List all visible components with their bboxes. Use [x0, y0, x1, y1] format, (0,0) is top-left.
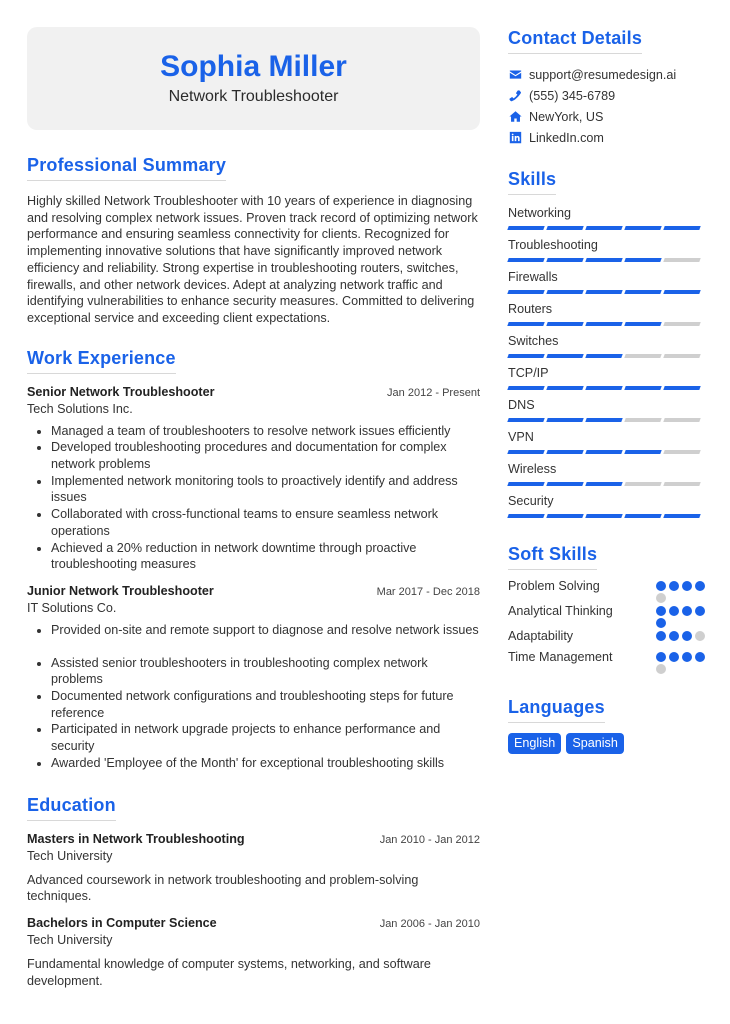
skill-level-segment [507, 450, 544, 454]
soft-skills-heading: Soft Skills [508, 543, 597, 570]
soft-skills-list [508, 578, 708, 674]
skill-level-segment [585, 482, 622, 486]
skill-level-segment [585, 354, 622, 358]
soft-skill-item [508, 603, 708, 628]
skill-level-segment [546, 450, 583, 454]
skill-level-segment [585, 386, 622, 390]
skill-name: Troubleshooting [508, 238, 598, 252]
skill-level-segment [624, 258, 661, 262]
soft-skill-name: Time Management [508, 650, 613, 664]
job-bullet: • Documented network configurations and troubleshooting steps for future reference [51, 688, 480, 721]
skill-level-segment [663, 258, 700, 262]
skill-level-segment [546, 386, 583, 390]
skill-item [508, 333, 708, 359]
rating-dot [695, 581, 705, 591]
candidate-title: Network Troubleshooter [168, 88, 339, 105]
skill-level-segment [507, 290, 544, 294]
contact-email-text: support@resumedesign.ai [529, 67, 677, 82]
candidate-name: Sophia Miller [160, 50, 347, 83]
language-chip: Spanish [566, 733, 624, 754]
rating-dot [695, 652, 705, 662]
rating-dot [682, 581, 692, 591]
contact-heading: Contact Details [508, 27, 642, 54]
skill-level-bar [508, 514, 708, 519]
rating-dot [656, 606, 666, 616]
job-bullet: • Collaborated with cross-functional teams to ensure seamless network operations [51, 506, 480, 539]
skill-item [508, 365, 708, 391]
contact-email[interactable] [508, 64, 708, 85]
degree-title: Bachelors in Computer Science [27, 915, 217, 930]
job-bullet: • Awarded 'Employee of the Month' for exceptional troubleshooting skills [51, 755, 480, 772]
skill-level-segment [585, 514, 622, 518]
skill-level-bar [508, 354, 708, 359]
skill-item [508, 301, 708, 327]
skill-level-segment [546, 418, 583, 422]
skill-level-segment [663, 226, 700, 230]
education-section [27, 794, 480, 990]
contact-linkedin-text: LinkedIn.com [529, 130, 604, 145]
skill-level-segment [624, 482, 661, 486]
summary-section [27, 154, 480, 327]
skill-level-segment [546, 290, 583, 294]
soft-skill-name: Adaptability [508, 629, 574, 643]
language-chip: English [508, 733, 561, 754]
skill-name: Wireless [508, 462, 557, 476]
school-name: Tech University [27, 932, 113, 947]
skill-level-segment [663, 514, 700, 518]
skill-level-segment [546, 322, 583, 326]
skill-item [508, 205, 708, 231]
soft-skill-rating [656, 603, 708, 628]
skill-level-segment [585, 450, 622, 454]
soft-skill-rating [656, 649, 708, 674]
rating-dot [656, 652, 666, 662]
soft-skill-name: Problem Solving [508, 579, 600, 593]
skill-name: Security [508, 494, 554, 508]
rating-dot [656, 618, 666, 628]
skill-level-bar [508, 258, 708, 263]
education-date: Jan 2006 - Jan 2010 [379, 917, 480, 930]
phone-icon [508, 89, 522, 103]
work-section [27, 347, 480, 772]
skill-name: Networking [508, 206, 571, 220]
skill-level-segment [507, 482, 544, 486]
education-description: Fundamental knowledge of computer systems, networking, and software development. [27, 956, 431, 988]
job-bullets [27, 622, 480, 772]
soft-skills-section [508, 543, 708, 674]
skill-level-bar [508, 482, 708, 487]
rating-dot [656, 631, 666, 641]
skill-item [508, 461, 708, 487]
skill-level-segment [585, 322, 622, 326]
job-entry [27, 384, 480, 573]
education-description: Advanced coursework in network troubleshooting and problem-solving techniques. [27, 872, 419, 904]
skill-item [508, 269, 708, 295]
rating-dot [669, 652, 679, 662]
skill-level-segment [624, 290, 661, 294]
sidebar-column [508, 27, 708, 754]
skill-level-bar [508, 450, 708, 455]
job-bullet: • Developed troubleshooting procedures and documentation for complex network problems [51, 439, 480, 472]
job-date: Mar 2017 - Dec 2018 [376, 585, 480, 598]
skill-level-segment [585, 226, 622, 230]
rating-dot [669, 581, 679, 591]
skills-heading: Skills [508, 168, 556, 195]
linkedin-icon [508, 131, 522, 145]
skill-level-segment [585, 258, 622, 262]
languages-heading: Languages [508, 696, 605, 723]
rating-dot [656, 664, 666, 674]
skill-level-segment [624, 226, 661, 230]
job-company: IT Solutions Co. [27, 600, 117, 615]
soft-skill-name: Analytical Thinking [508, 604, 613, 618]
skill-level-segment [507, 258, 544, 262]
education-entry [27, 831, 480, 905]
skill-level-segment [507, 418, 544, 422]
skill-name: VPN [508, 430, 534, 444]
job-title: Senior Network Troubleshooter [27, 384, 215, 399]
skill-name: Firewalls [508, 270, 558, 284]
skill-level-bar [508, 226, 708, 231]
skill-name: DNS [508, 398, 535, 412]
skill-level-segment [624, 450, 661, 454]
contact-section [508, 27, 708, 148]
skill-level-bar [508, 290, 708, 295]
education-heading: Education [27, 794, 116, 821]
rating-dot [682, 652, 692, 662]
degree-title: Masters in Network Troubleshooting [27, 831, 245, 846]
soft-skill-item [508, 578, 708, 603]
skill-level-segment [507, 354, 544, 358]
skill-level-bar [508, 386, 708, 391]
skill-level-segment [585, 290, 622, 294]
envelope-icon [508, 68, 522, 82]
skill-level-segment [546, 482, 583, 486]
job-bullet: • Participated in network upgrade projects to enhance performance and security [51, 721, 480, 754]
skills-list [508, 205, 708, 519]
skill-level-segment [507, 322, 544, 326]
contact-location-text: NewYork, US [529, 109, 604, 124]
languages-section [508, 696, 708, 754]
school-name: Tech University [27, 848, 113, 863]
job-bullet: • Assisted senior troubleshooters in troubleshooting complex network problems [51, 655, 480, 688]
rating-dot [682, 606, 692, 616]
resume-header [27, 27, 480, 130]
rating-dot [656, 581, 666, 591]
job-bullet: • Implemented network monitoring tools to proactively identify and address issues [51, 473, 480, 506]
soft-skill-rating [656, 628, 708, 649]
skill-level-segment [663, 450, 700, 454]
contact-phone[interactable] [508, 85, 708, 106]
home-icon [508, 110, 522, 124]
skill-level-segment [546, 226, 583, 230]
skill-name: Switches [508, 334, 559, 348]
summary-heading: Professional Summary [27, 154, 226, 181]
skill-level-bar [508, 322, 708, 327]
skill-level-segment [663, 354, 700, 358]
skill-name: Routers [508, 302, 553, 316]
job-bullets [27, 423, 480, 573]
rating-dot [695, 631, 705, 641]
rating-dot [695, 606, 705, 616]
skill-level-segment [663, 386, 700, 390]
contact-location [508, 106, 708, 127]
skill-name: TCP/IP [508, 366, 549, 380]
skill-level-segment [624, 354, 661, 358]
skill-level-segment [663, 418, 700, 422]
education-date: Jan 2010 - Jan 2012 [379, 833, 480, 846]
skill-level-segment [546, 258, 583, 262]
main-column [27, 27, 480, 989]
job-title: Junior Network Troubleshooter [27, 583, 214, 598]
skill-level-segment [546, 354, 583, 358]
skill-item [508, 429, 708, 455]
rating-dot [656, 593, 666, 603]
rating-dot [669, 631, 679, 641]
summary-text: Highly skilled Network Troubleshooter with 10 years of experience in diagnosing and resolving complex network issues. Proven track record of optimizing network performance and ensuring seamless connectivity for clients. Recognized for implementing innovative solutions that have significantly improved network efficiency and reliability. Strong expertise in troubleshooting routers, switches, firewalls, and other network devices. Adept at analyzing network traffic and identifying vulnerabilities to enhance security measures. Committed to delivering exceptional service and exceeding client expectations. [27, 194, 478, 325]
skill-level-segment [507, 514, 544, 518]
rating-dot [682, 631, 692, 641]
contact-linkedin[interactable] [508, 127, 708, 148]
skill-level-segment [507, 386, 544, 390]
contact-phone-text: (555) 345-6789 [529, 88, 616, 103]
soft-skill-item [508, 649, 708, 674]
job-company: Tech Solutions Inc. [27, 401, 133, 416]
skill-level-segment [585, 418, 622, 422]
job-date: Jan 2012 - Present [387, 386, 480, 399]
work-heading: Work Experience [27, 347, 176, 374]
job-bullet: • Managed a team of troubleshooters to resolve network issues efficiently [51, 423, 480, 440]
skill-level-bar [508, 418, 708, 423]
rating-dot [669, 606, 679, 616]
soft-skill-item [508, 628, 708, 649]
job-bullet: • Achieved a 20% reduction in network downtime through proactive troubleshooting measures [51, 540, 480, 573]
skill-level-segment [624, 514, 661, 518]
skill-item [508, 237, 708, 263]
skill-level-segment [507, 226, 544, 230]
skill-level-segment [624, 418, 661, 422]
skill-level-segment [624, 386, 661, 390]
education-entry [27, 915, 480, 989]
skill-level-segment [663, 482, 700, 486]
job-bullet: • Provided on-site and remote support to diagnose and resolve network issues [51, 622, 480, 639]
job-entry [27, 583, 480, 772]
skill-level-segment [663, 290, 700, 294]
skill-level-segment [663, 322, 700, 326]
skill-level-segment [546, 514, 583, 518]
skills-section [508, 168, 708, 519]
skill-level-segment [624, 322, 661, 326]
soft-skill-rating [656, 578, 708, 603]
skill-item [508, 397, 708, 423]
skill-item [508, 493, 708, 519]
